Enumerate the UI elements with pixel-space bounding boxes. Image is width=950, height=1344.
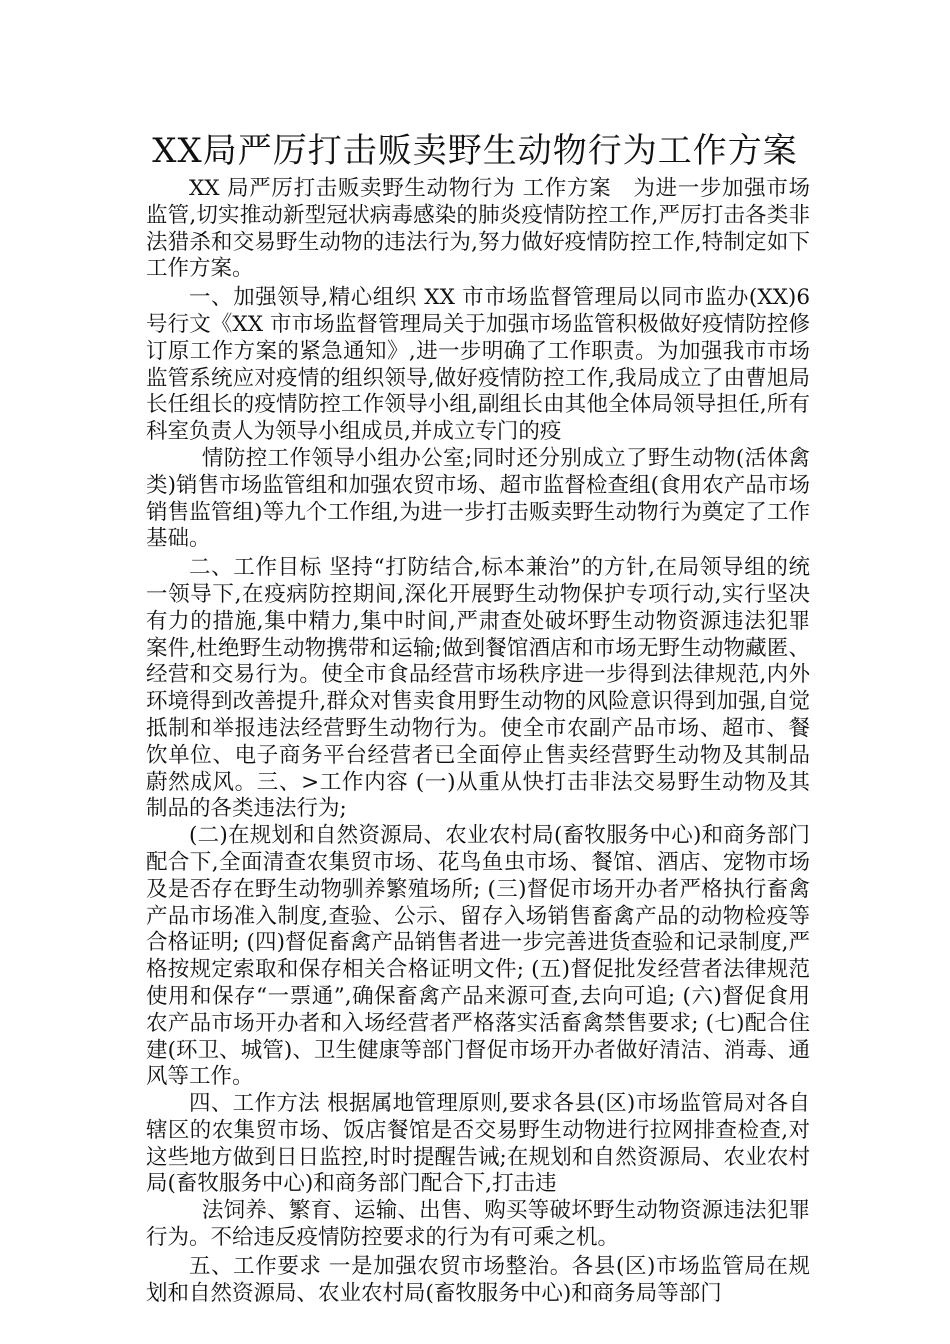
paragraph-section-1-continued: 情防控工作领导小组办公室;同时还分别成立了野生动物(活体禽类)销售市场监管组和加强农贸市场、超市监督检查组(食用农产品市场销售监管组)等九个工作组,为进一步打击贩卖野生动物行为奠定了工作基础。 <box>146 445 810 552</box>
paragraph-section-4: 四、工作方法 根据属地管理原则,要求各县(区)市场监管局对各自辖区的农集贸市场、饭店餐馆是否交易野生动物进行拉网排查检查,对这些地方做到日日监控,时时提醒告诫;在规划和自然资源局、农业农村局(畜牧服务中心)和商务部门配合下,打击违 <box>146 1091 810 1197</box>
paragraph-section-4-continued: 法饲养、繁育、运输、出售、购买等破坏野生动物资源违法犯罪行为。不给违反疫情防控要求的行为有可乘之机。 <box>146 1198 810 1251</box>
paragraph-intro: XX 局严厉打击贩卖野生动物行为 工作方案 为进一步加强市场监管,切实推动新型冠状病毒感染的肺炎疫情防控工作,严厉打击各类非法猎杀和交易野生动物的违法行为,努力做好疫情防控工作,特制定如下工作方案。 <box>146 176 810 282</box>
document-title: XX局严厉打击贩卖野生动物行为工作方案 <box>152 131 798 171</box>
paragraph-section-1: 一、加强领导,精心组织 XX 市市场监督管理局以同市监办(XX)6 号行文《XX 市市场监督管理局关于加强市场监管积极做好疫情防控修订原工作方案的紧急通知》,进一步明确了工作职责。为加强我市市场监管系统应对疫情的组织领导,做好疫情防控工作,我局成立了由曹旭局长任组长的疫情防控工作领导小组,副组长由其他全体局领导担任,所有科室负责人为领导小组成员,并成立专门的疫 <box>146 285 810 445</box>
paragraph-work-items: (二)在规划和自然资源局、农业农村局(畜牧服务中心)和商务部门配合下,全面清查农集贸市场、花鸟鱼虫市场、餐馆、酒店、宠物市场及是否存在野生动物驯养繁殖场所; (三)督促市场开办者严格执行畜禽产品市场准入制度,查验、公示、留存入场销售畜禽产品的动物检疫等合格证明; (四)督促畜禽产品销售者进一步完善进货查验和记录制度,严格按规定索取和保存相关合格证明文件; (五)督促批发经营者法律规范使用和保存“一票通”,确保畜禽产品来源可查,去向可追; (六)督促食用农产品市场开办者和入场经营者严格落实活畜禽禁售要求; (七)配合住建(环卫、城管)、卫生健康等部门督促市场开办者做好清洁、消毒、通风等工作。 <box>146 823 810 1090</box>
document-body <box>146 176 810 1307</box>
paragraph-section-2: 二、工作目标 坚持“打防结合,标本兼治”的方针,在局领导组的统一领导下,在疫病防控期间,深化开展野生动物保护专项行动,实行坚决有力的措施,集中精力,集中时间,严肃查处破坏野生动物资源违法犯罪案件,杜绝野生动物携带和运输;做到餐馆酒店和市场无野生动物藏匿、经营和交易行为。使全市食品经营市场秩序进一步得到法律规范,内外环境得到改善提升,群众对售卖食用野生动物的风险意识得到加强,自觉抵制和举报违法经营野生动物行为。使全市农副产品市场、超市、餐饮单位、电子商务平台经营者已全面停止售卖经营野生动物及其制品蔚然成风。三、>工作内容 (一)从重从快打击非法交易野生动物及其制品的各类违法行为; <box>146 555 810 822</box>
paragraph-section-5: 五、工作要求 一是加强农贸市场整治。各县(区)市场监管局在规划和自然资源局、农业农村局(畜牧服务中心)和商务局等部门 <box>146 1253 810 1306</box>
